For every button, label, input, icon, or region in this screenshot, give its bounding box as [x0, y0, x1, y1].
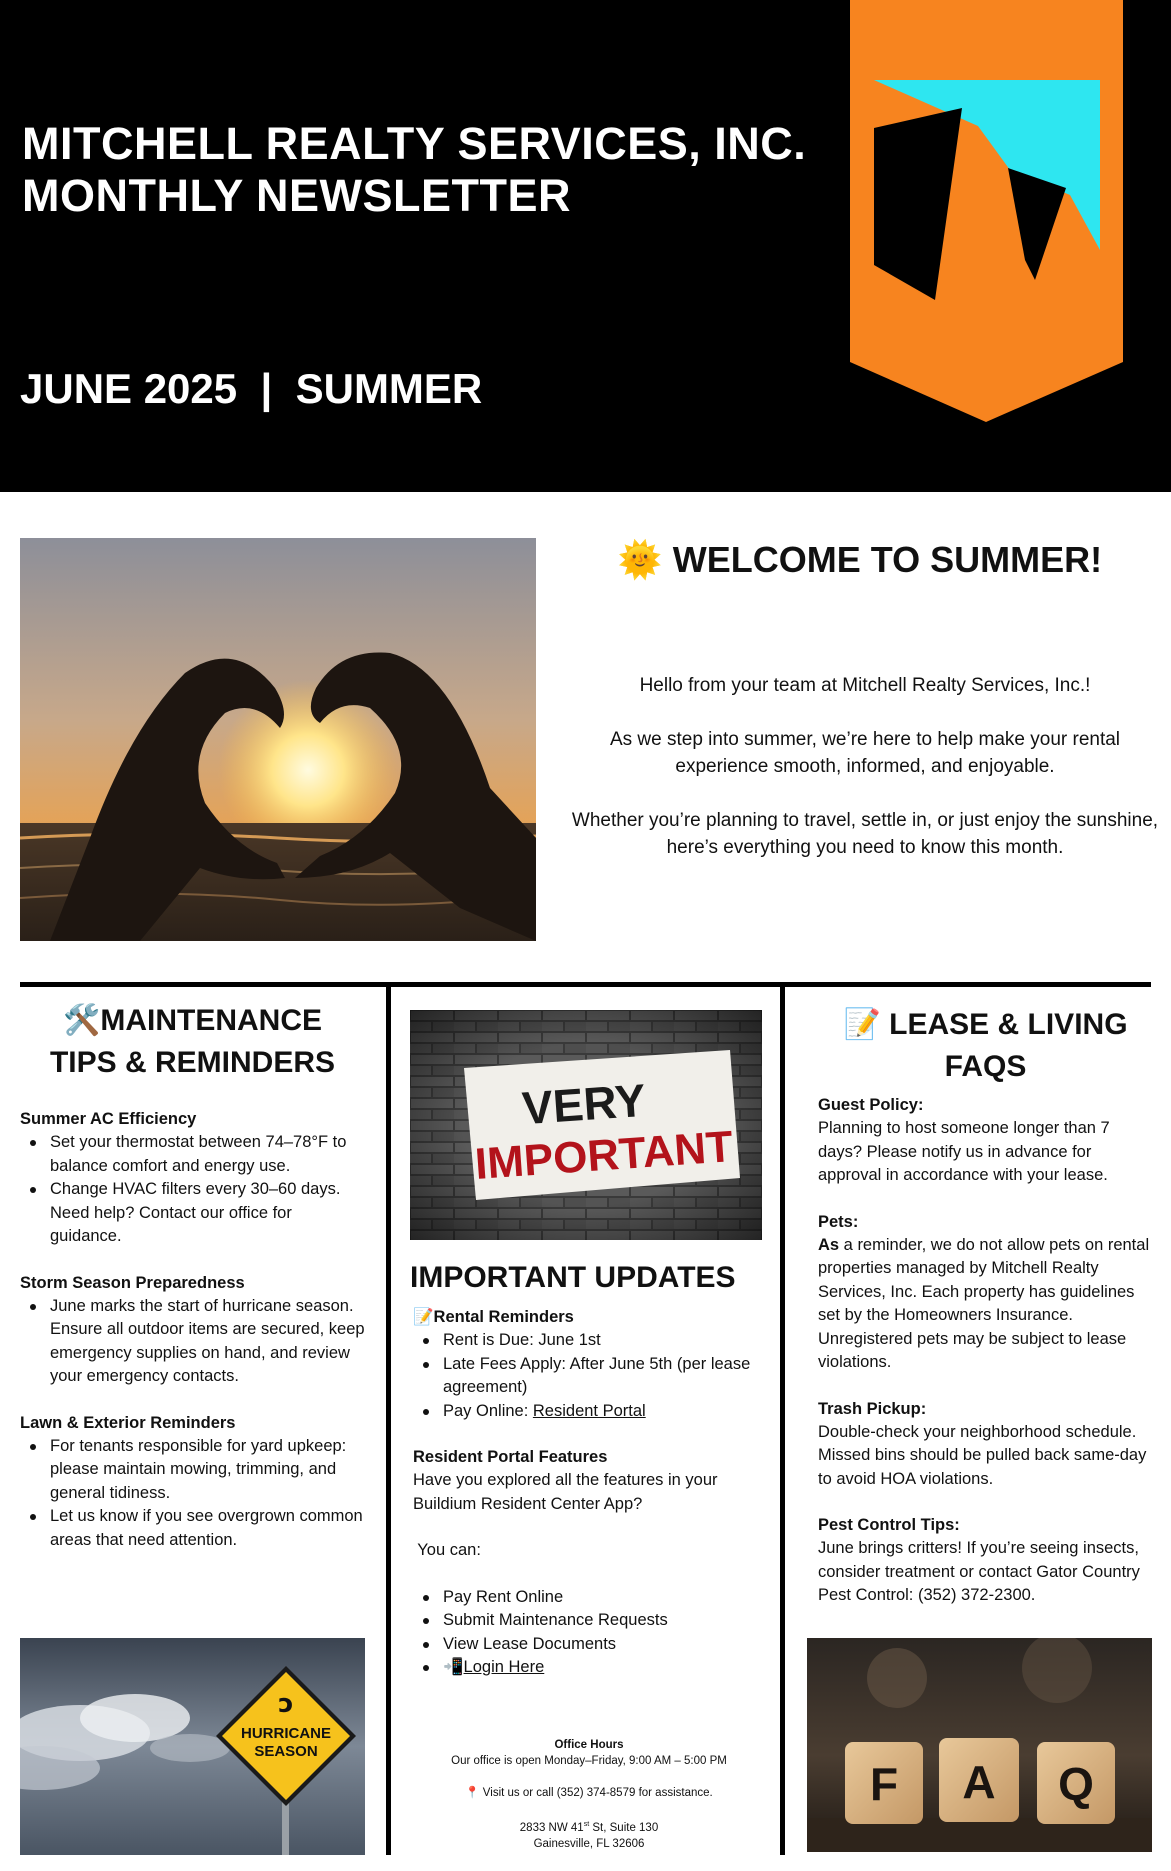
list-item: Late Fees Apply: After June 5th (per lease agreement) — [413, 1353, 768, 1400]
office-address — [400, 1817, 778, 1836]
lease-faqs-title — [818, 1004, 1153, 1088]
image-text: VERY — [520, 1073, 648, 1135]
faq-text — [818, 1234, 1153, 1375]
faq-heading: Trash Pickup: — [818, 1399, 927, 1418]
important-updates-title: IMPORTANT UPDATES — [410, 1261, 736, 1294]
section-heading: Lawn & Exterior Reminders — [20, 1413, 236, 1432]
faq-text: June brings critters! If you’re seeing insects, consider treatment or contact Gator Country Pest Control: (352) 372-2300. — [818, 1539, 1140, 1604]
issue-date: JUNE 2025 — [20, 365, 238, 412]
sign-text: SEASON — [254, 1743, 318, 1760]
memo-icon: 📝 — [413, 1308, 434, 1326]
section-heading: Storm Season Preparedness — [20, 1273, 245, 1292]
list-item: Pay Rent Online — [413, 1586, 768, 1610]
list-item: For tenants responsible for yard upkeep: please maintain mowing, trimming, and general tidiness. — [20, 1435, 365, 1506]
sun-face-icon: 🌞 — [617, 539, 663, 580]
you-can-text: You can: — [413, 1541, 481, 1559]
maintenance-title-line: TIPS & REMINDERS — [49, 1046, 336, 1079]
list-item: Let us know if you see overgrown common areas that need attention. — [20, 1505, 365, 1552]
hurricane-season-photo — [20, 1638, 365, 1855]
section-divider — [20, 982, 1151, 987]
contact-text: Visit us or call (352) 374-8579 for assistance. — [479, 1787, 713, 1799]
faq-text: Planning to host someone longer than 7 days? Please notify us in advance for approval in accordance with your lease. — [818, 1119, 1110, 1184]
faq-text: Double-check your neighborhood schedule. Missed bins should be pulled back same-day to avoid HOA violations. — [818, 1422, 1147, 1488]
resident-portal-link[interactable]: Resident Portal — [532, 1401, 646, 1420]
tools-icon: 🛠️ — [62, 1004, 101, 1037]
bullet-list — [413, 1586, 768, 1680]
cube-letter: A — [962, 1756, 996, 1808]
date-separator: | — [260, 365, 273, 412]
very-important-photo — [410, 1010, 762, 1240]
faqs-title-line: LEASE & LIVING — [889, 1008, 1128, 1041]
pin-icon: 📍 — [465, 1787, 480, 1799]
column-divider — [780, 987, 785, 1855]
welcome-paragraph: As we step into summer, we’re here to help make your rental experience smooth, informed, and enjoyable. — [609, 729, 1121, 777]
login-link[interactable]: Login Here — [463, 1658, 545, 1676]
welcome-body — [570, 672, 1160, 888]
mobile-arrow-icon: 📲 — [443, 1658, 464, 1676]
section-heading — [413, 1306, 768, 1329]
address-sup: st — [583, 1821, 590, 1828]
cube-letter: F — [869, 1758, 899, 1810]
title-line-newsletter: MONTHLY NEWSLETTER — [22, 170, 572, 221]
bullet-list — [413, 1329, 768, 1423]
lease-faqs-body — [818, 1094, 1153, 1608]
pets-bold: As — [818, 1235, 840, 1254]
list-item: June marks the start of hurricane season. Ensure all outdoor items are secured, keep emergency supplies on hand, and review your emergency contacts. — [20, 1295, 365, 1389]
faq-heading: Guest Policy: — [818, 1096, 924, 1114]
list-item: View Lease Documents — [413, 1633, 768, 1657]
list-item: Set your thermostat between 74–78°F to balance comfort and energy use. — [20, 1131, 365, 1178]
list-item — [413, 1656, 768, 1680]
maintenance-column — [20, 1000, 365, 1552]
pets-text: a reminder, we do not allow pets on rental properties managed by Mitchell Realty Services, Inc. Each property has guidelines set by the Homeowners Insurance. Unregistered pets may be subject to lease violations. — [818, 1235, 1150, 1371]
welcome-paragraph: Whether you’re planning to travel, settle in, or just enjoy the sunshine, here’s everything you need to know this month. — [571, 810, 1159, 858]
list-item: Rent is Due: June 1st — [413, 1329, 768, 1353]
list-item — [413, 1400, 768, 1424]
section-heading: Resident Portal Features — [413, 1448, 608, 1466]
svg-text:ↄ: ↄ — [278, 1689, 294, 1719]
column-divider — [386, 987, 391, 1855]
maintenance-title — [20, 1000, 365, 1084]
welcome-title — [560, 536, 1160, 584]
issue-season: SUMMER — [295, 365, 483, 412]
address-text: St, Suite 130 — [589, 1821, 659, 1834]
memo-icon: 📝 — [843, 1008, 881, 1041]
bullet-list — [20, 1131, 365, 1249]
office-contact — [400, 1785, 778, 1801]
company-logo — [850, 0, 1123, 422]
bullet-list — [20, 1435, 365, 1553]
section-heading: Summer AC Efficiency — [20, 1110, 197, 1128]
welcome-title-text: WELCOME TO SUMMER! — [672, 539, 1103, 580]
issue-date-line — [20, 364, 482, 414]
heart-sunset-photo — [20, 538, 536, 941]
sign-text: HURRICANE — [241, 1725, 331, 1742]
newsletter-header — [0, 0, 1171, 492]
faqs-title-line: FAQS — [944, 1050, 1027, 1083]
image-text: IMPORTANT — [473, 1122, 735, 1189]
title-line-company: MITCHELL REALTY SERVICES, INC. — [22, 118, 807, 169]
office-hours-heading: Office Hours — [554, 1739, 624, 1751]
office-hours-text: Our office is open Monday–Friday, 9:00 AM – 5:00 PM — [451, 1755, 727, 1767]
list-item: Change HVAC filters every 30–60 days. Need help? Contact our office for guidance. — [20, 1178, 365, 1249]
rental-heading: Rental Reminders — [433, 1308, 574, 1326]
faq-cubes-photo — [807, 1638, 1152, 1852]
list-item: Submit Maintenance Requests — [413, 1609, 768, 1633]
office-city: Gainesville, FL 32606 — [533, 1837, 645, 1850]
portal-text: Have you explored all the features in your Buildium Resident Center App? — [413, 1471, 718, 1513]
bullet-list — [20, 1295, 365, 1389]
faq-heading: Pets: — [818, 1212, 859, 1231]
office-info — [400, 1737, 778, 1852]
cube-letter: Q — [1058, 1758, 1094, 1810]
faq-heading: Pest Control Tips: — [818, 1516, 960, 1534]
pay-online-label: Pay Online: — [443, 1401, 533, 1420]
welcome-paragraph: Hello from your team at Mitchell Realty Services, Inc.! — [639, 675, 1091, 696]
maintenance-title-line: MAINTENANCE — [100, 1004, 323, 1037]
address-text: 2833 NW 41 — [519, 1821, 584, 1834]
newsletter-title — [22, 118, 806, 222]
important-updates-body — [413, 1306, 768, 1680]
